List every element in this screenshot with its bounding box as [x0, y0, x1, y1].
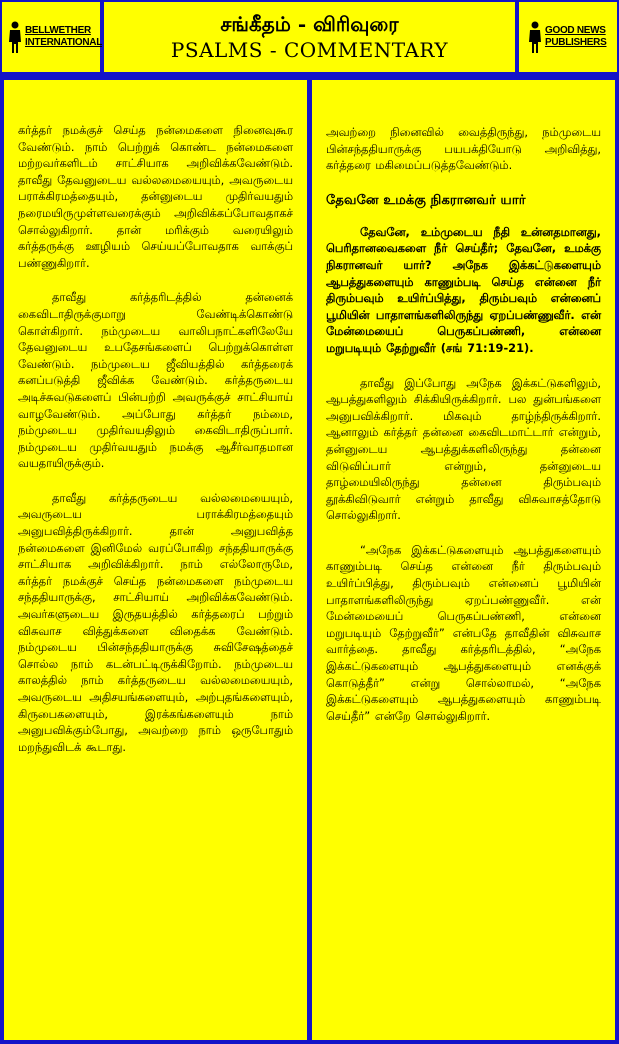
title-english: PSALMS - COMMENTARY: [170, 38, 449, 62]
good-news-logo: [519, 2, 617, 72]
bellwether-sheep-icon: [7, 20, 23, 54]
good-news-logo-text: GOOD NEWS PUBLISHERS: [545, 25, 607, 48]
left-paragraph-2: தாவீது கர்த்தரிடத்தில் தன்னைக் கைவிடாதிருக்குமாறு வேண்டிக்கொண்டு கொள்கிறார். நம்முடைய வாலிபநாட்களிலேயே தேவனுடைய உபதேசங்களைப் பெற்றுக்கொள்ள வேண்டும். நம்முடைய ஜீவியத்தில் கர்த்தரைக் கனப்படுத்தி ஜீவிக்க வேண்டும். கர்த்தருடைய அடிச்சுவடுகளைப் பின்பற்றி அவருக்குச் சாட்சியாய் வாழவேண்டும். அப்போது கர்த்தர் நம்மை, நம்முடைய முதிர்வயதிலும் கைவிடாதிருப்பார். நம்முடைய முதிர்வயதும் நமக்கு ஆசீர்வாதமான வயதாயிருக்கும்.: [18, 290, 293, 471]
left-column: [4, 80, 307, 1040]
right-paragraph-1: அவற்றை நினைவில் வைத்திருந்து, நம்முடைய பின்சந்ததியாருக்கு பயபக்தியோடு அறிவித்து, கர்த்தரை மகிமைப்படுத்தவேண்டும்.: [326, 125, 601, 173]
scripture-verse: தேவனே, உம்முடைய நீதி உன்னதமானது, பெரிதானவைகளை நீர் செய்தீர்; தேவனே, உமக்கு நிகரானவர் யார்? அநேக இக்கட்டுகளையும் ஆபத்துகளையும் காணும்படி செய்த என்னை நீர் திரும்பவும் உயிர்ப்பித்து, திரும்பவும் என்னைப் பூமியின் பாதாளங்களிலிருந்து ஏறப்பண்ணுவீர். என் மேன்மையைப் பெருகப்பண்ணி, என்னை மறுபடியும் தேற்றுவீர் (சங் 71:19-21).: [326, 224, 601, 355]
good-news-figure-icon: [527, 20, 543, 54]
section-heading: தேவனே உமக்கு நிகரானவர் யார்: [326, 192, 526, 208]
bellwether-logo: [2, 2, 103, 72]
title-tamil: சங்கீதம் - விரிவுரை: [220, 12, 399, 36]
right-column: [312, 80, 615, 1040]
right-paragraph-3: “அநேக இக்கட்டுகளையும் ஆபத்துகளையும் காணும்படி செய்த என்னை நீர் திரும்பவும் உயிர்ப்பித்து, திரும்பவும் என்னைப் பூமியின் பாதாளங்களிலிருந்து ஏறப்பண்ணுவீர். என் மேன்மையைப் பெருகப்பண்ணி, என்னை மறுபடியும் தேற்றுவீர்” என்பதே தாவீதின் விசுவாச வார்த்தை. தாவீது கர்த்தரிடத்தில், “அநேக இக்கட்டுகளையும் ஆபத்துகளையும் எனக்குக் கொடுத்தீர்” என்று சொல்லாமல், “அநேக இக்கட்டுகளையும் ஆபத்துகளையும் காணும்படி செய்தீர்” என்றே சொல்லுகிறார்.: [326, 542, 601, 723]
bellwether-logo-text: BELLWETHER INTERNATIONAL: [25, 25, 103, 48]
right-paragraph-2: தாவீது இப்போது அநேக இக்கட்டுகளிலும், ஆபத்துகளிலும் சிக்கியிருக்கிறார். பல துன்பங்களை அனுபவிக்கிறார். மிகவும் தாழ்ந்திருக்கிறார். ஆனாலும் கர்த்தர் தன்னை கைவிடமாட்டார் என்றும், தன்னுடைய ஆபத்துக்களிலிருந்து தன்னை விடுவிப்பார் என்றும், தன்னுடைய தாழ்மையிலிருந்து தன்னை திரும்பவும் தூக்கிவிடுவார் என்றும் தாவீது விசுவாசத்தோடு சொல்லுகிறார்.: [326, 375, 601, 523]
page-header: [2, 2, 617, 76]
left-paragraph-3: தாவீது கர்த்தருடைய வல்லமையையும், அவருடைய பராக்கிரமத்தையும் அனுபவித்திருக்கிறார். தான் அனுபவித்த நன்மைகளை இனிமேல் வரப்போகிற சந்ததியாருக்கு சாட்சியாக அறிவிக்கிறார். நாம் எல்லோருமே, கர்த்தர் நமக்குச் செய்த நன்மைகளை நம்முடைய சந்ததியாருக்கு, சாட்சியாய் அறிவிக்கவேண்டும். அவர்களுடைய இருதயத்தில் கர்த்தரைப் பற்றும் விசுவாச வித்துக்களை விதைக்க வேண்டும். நம்முடைய பின்சந்ததியாருக்கு சுவிசேஷத்தைச் சொல்ல நாம் கடன்பட்டிருக்கிறோம். நம்முடைய காலத்தில் நாம் கர்த்தருடைய வல்லமையையும், அவருடைய அதிசயங்களையும், அற்புதங்களையும், கிருபைகளையும், இரக்கங்களையும் நாம் அனுபவிக்கும்போது, அவற்றை நாம் ஒருபோதும் மறந்துவிடக் கூடாது.: [18, 490, 293, 754]
title-banner: [104, 2, 515, 72]
left-paragraph-1: கர்த்தர் நமக்குச் செய்த நன்மைகளை நினைவுகூர வேண்டும். நாம் பெற்றுக் கொண்ட நன்மைகளை மற்றவர்களிடம் சாட்சியாக அறிவிக்கவேண்டும். தாவீது தேவனுடைய வல்லமையையும், அவருடைய பராக்கிரமத்தையும், தன்னுடைய முதிர்வயதும் நரைமயிருமுள்ளவரைக்கும் அறிவிக்கப்போவதாகச் சொல்லுகிறார். தான் மரிக்கும் வரையிலும் கர்த்தருக்கு ஊழியம் செய்யப்போவதாக வாக்குப் பண்ணுகிறார்.: [18, 123, 293, 270]
